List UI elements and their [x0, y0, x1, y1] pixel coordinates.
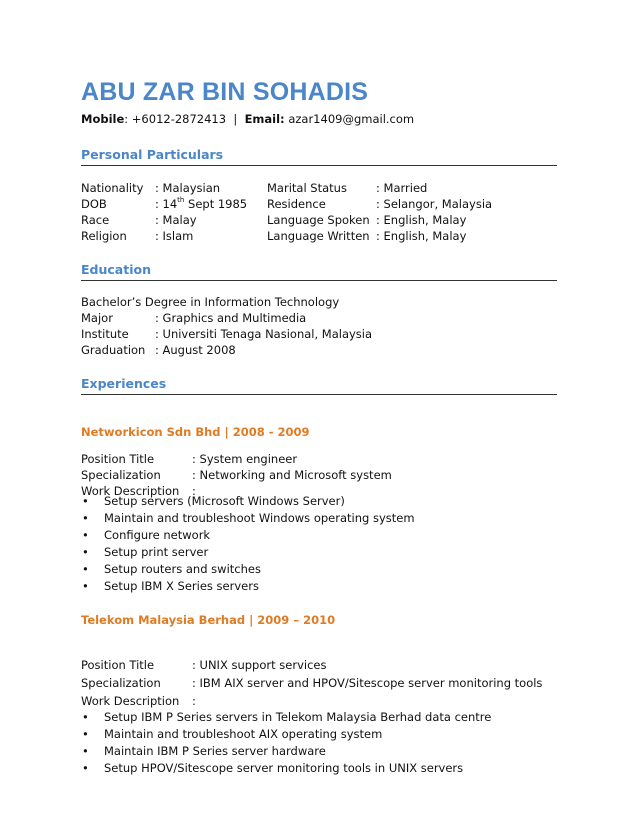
- job-2-position-label: Position Title: [81, 658, 155, 672]
- label-religion: Religion: [81, 229, 127, 243]
- value-graduation: : August 2008: [155, 343, 236, 357]
- contact-line: [81, 112, 414, 126]
- job-2-spec-value: : IBM AIX server and HPOV/Sitescope server monitoring tools: [192, 676, 543, 690]
- dob-month-year: Sept 1985: [184, 197, 248, 211]
- list-item: • Maintain and troubleshoot Windows operating system: [81, 511, 415, 528]
- label-institute: Institute: [81, 327, 129, 341]
- job-1-duties: [81, 494, 415, 596]
- list-item: • Setup IBM X Series servers: [81, 579, 415, 596]
- list-item: • Setup routers and switches: [81, 562, 415, 579]
- list-item: • Setup print server: [81, 545, 415, 562]
- experiences-heading: Experiences: [81, 376, 557, 395]
- job-2-company: Telekom Malaysia Berhad | 2009 – 2010: [81, 613, 336, 627]
- list-item: • Setup IBM P Series servers in Telekom Malaysia Berhad data centre: [81, 710, 491, 727]
- job-2-desc-value: :: [192, 694, 196, 708]
- value-dob: [155, 197, 247, 211]
- job-1-position-label: Position Title: [81, 452, 155, 466]
- label-dob: DOB: [81, 197, 107, 211]
- dob-day-suffix: th: [177, 196, 185, 204]
- label-nationality: Nationality: [81, 181, 144, 195]
- label-residence: Residence: [267, 197, 326, 211]
- value-residence: : Selangor, Malaysia: [376, 197, 493, 211]
- label-major: Major: [81, 311, 113, 325]
- email-value[interactable]: azar1409@gmail.com: [288, 112, 415, 126]
- value-marital-status: : Married: [376, 181, 428, 195]
- job-2-desc-label: Work Description: [81, 694, 180, 708]
- list-item: • Maintain IBM P Series server hardware: [81, 744, 491, 761]
- job-2-spec-label: Specialization: [81, 676, 161, 690]
- degree-text: Bachelor’s Degree in Information Technology: [81, 295, 340, 309]
- email-label: Email:: [244, 112, 285, 126]
- personal-heading: Personal Particulars: [81, 147, 557, 166]
- mobile-label: Mobile: [81, 112, 125, 126]
- value-institute: : Universiti Tenaga Nasional, Malaysia: [155, 327, 373, 341]
- contact-separator: |: [233, 112, 238, 126]
- job-1-spec-label: Specialization: [81, 468, 161, 482]
- value-language-spoken: : English, Malay: [376, 213, 467, 227]
- job-2-duties: [81, 710, 491, 778]
- job-1-position-value: : System engineer: [192, 452, 298, 466]
- label-graduation: Graduation: [81, 343, 146, 357]
- label-marital-status: Marital Status: [267, 181, 347, 195]
- list-item: • Maintain and troubleshoot AIX operating system: [81, 727, 491, 744]
- label-race: Race: [81, 213, 110, 227]
- mobile-value: : +6012-2872413: [124, 112, 227, 126]
- list-item: • Configure network: [81, 528, 415, 545]
- job-1-desc-value: :: [192, 484, 196, 498]
- job-1-company: Networkicon Sdn Bhd | 2008 - 2009: [81, 425, 310, 439]
- list-item: • Setup HPOV/Sitescope server monitoring tools in UNIX servers: [81, 761, 491, 778]
- list-item: • Setup servers (Microsoft Windows Server): [81, 494, 415, 511]
- value-major: : Graphics and Multimedia: [155, 311, 307, 325]
- label-language-spoken: Language Spoken: [267, 213, 370, 227]
- value-language-written: : English, Malay: [376, 229, 467, 243]
- dob-day: : 14: [155, 197, 178, 211]
- job-1-desc-label: Work Description: [81, 484, 180, 498]
- candidate-name: ABU ZAR BIN SOHADIS: [81, 78, 369, 106]
- job-1-spec-value: : Networking and Microsoft system: [192, 468, 392, 482]
- job-2-position-value: : UNIX support services: [192, 658, 327, 672]
- label-language-written: Language Written: [267, 229, 370, 243]
- value-religion: : Islam: [155, 229, 194, 243]
- value-nationality: : Malaysian: [155, 181, 221, 195]
- education-heading: Education: [81, 262, 557, 281]
- value-race: : Malay: [155, 213, 197, 227]
